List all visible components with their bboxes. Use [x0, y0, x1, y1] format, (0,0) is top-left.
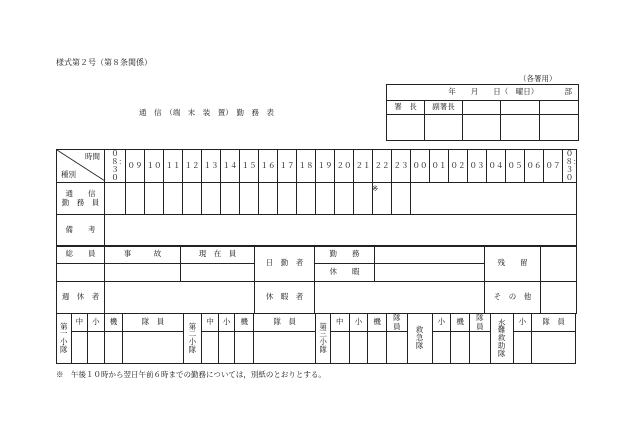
duty-cell[interactable] — [145, 183, 164, 215]
hour-end-label: ０８：３０ — [565, 149, 581, 182]
squad-table — [56, 313, 576, 364]
col-machine: 機 — [235, 314, 254, 332]
vacation-value[interactable] — [315, 282, 485, 314]
weekoff-value[interactable] — [105, 282, 255, 314]
squad-cell[interactable] — [235, 332, 254, 364]
squad1-label-text: 第一小隊 — [60, 321, 68, 355]
squad-cell[interactable] — [218, 332, 235, 364]
duty-cell[interactable] — [105, 183, 126, 215]
squad-cell[interactable] — [349, 332, 368, 364]
star-mark: ※ — [372, 184, 379, 193]
remarks-field[interactable] — [105, 215, 577, 247]
approval-table — [386, 84, 579, 141]
stamp-cell[interactable] — [540, 115, 579, 141]
squad2-label-text: 第二小隊 — [188, 321, 197, 355]
hour-cell: ０３ — [468, 150, 487, 183]
present-value[interactable] — [181, 264, 255, 282]
corner-label-time: 時間 — [85, 152, 100, 161]
other-label: そ の 他 — [485, 282, 541, 314]
summary-table — [56, 245, 577, 314]
hour-cell: ２３ — [392, 150, 411, 183]
squad-cell[interactable] — [104, 332, 123, 364]
hour-cell: ０４ — [487, 150, 506, 183]
water-rescue-label-text: 水難救助隊 — [497, 317, 506, 359]
hour-cell: １４ — [221, 150, 240, 183]
rescue-label — [407, 314, 432, 364]
duty-cell[interactable] — [354, 183, 373, 215]
corner-label-type: 種別 — [61, 169, 76, 179]
duty-cell[interactable] — [278, 183, 297, 215]
hour-cell: ０２ — [449, 150, 468, 183]
col-medium: 中 — [71, 314, 88, 332]
squad-cell[interactable] — [386, 332, 407, 364]
duty-cell[interactable] — [164, 183, 183, 215]
accident-value[interactable] — [105, 264, 181, 282]
squad-cell[interactable] — [432, 332, 451, 364]
squad-cell[interactable] — [254, 332, 316, 364]
squad-cell[interactable] — [330, 332, 349, 364]
duty-cell[interactable] — [335, 183, 354, 215]
stamp-cell[interactable] — [501, 115, 540, 141]
stamp-label-deputy: 副署長 — [425, 101, 463, 115]
duty-cell[interactable] — [240, 183, 259, 215]
present-label: 現 在 員 — [181, 246, 255, 264]
hour-cell: ０６ — [525, 150, 544, 183]
hour-cell: １８ — [297, 150, 316, 183]
hour-cell: ２０ — [335, 150, 354, 183]
hour-cell: ０９ — [126, 150, 145, 183]
duty-cell[interactable] — [183, 183, 202, 215]
comm-staff-label-line2: 勤 務 員 — [61, 197, 100, 207]
hour-start-label: ０８：３０ — [111, 149, 126, 182]
col-machine: 機 — [368, 314, 387, 332]
duty-cell[interactable] — [297, 183, 316, 215]
duty-value[interactable] — [375, 246, 485, 264]
squad-cell[interactable] — [532, 332, 576, 364]
rescue-label-text: 救急隊 — [415, 325, 424, 351]
duty-cell[interactable] — [259, 183, 278, 215]
total-value[interactable] — [57, 264, 105, 282]
remarks-row — [57, 215, 577, 247]
dayduty-label: 日 勤 者 — [255, 246, 315, 282]
duty-cell[interactable] — [126, 183, 145, 215]
duty-cell[interactable] — [221, 183, 240, 215]
comm-staff-row — [57, 183, 577, 215]
col-small: 小 — [432, 314, 451, 332]
stamp-cell[interactable] — [387, 115, 425, 141]
comm-staff-label-line1: 通 信 — [65, 189, 96, 199]
hour-cell: １９ — [316, 150, 335, 183]
col-medium: 中 — [330, 314, 349, 332]
stay-value[interactable] — [541, 246, 577, 282]
stamp-label-chief: 署 長 — [387, 101, 425, 115]
squad-cell[interactable] — [123, 332, 183, 364]
hour-cell: １２ — [183, 150, 202, 183]
comm-staff-label — [57, 183, 105, 215]
form-id: 様式第２号（第８条関係） — [56, 58, 152, 67]
hour-cell: ２１ — [354, 150, 373, 183]
stamp-cell[interactable] — [463, 101, 501, 115]
stay-label: 残 留 — [485, 246, 541, 282]
form-title: 通 信 （端 末 装 置） 勤 務 表 — [139, 108, 274, 117]
weekoff-label: 週 休 者 — [57, 282, 105, 314]
col-member: 隊 員 — [532, 314, 576, 332]
hour-end — [563, 149, 581, 183]
squad-cell[interactable] — [88, 332, 105, 364]
col-machine: 機 — [104, 314, 123, 332]
hour-cell: １７ — [278, 150, 297, 183]
hour-cell: ０５ — [506, 150, 525, 183]
col-member: 隊 員 — [254, 314, 316, 332]
vacation-label: 休 暇 者 — [255, 282, 315, 314]
squad-cell[interactable] — [469, 332, 490, 364]
leave-value[interactable] — [375, 264, 485, 282]
duty-cell[interactable] — [392, 183, 411, 215]
leave-label: 休 暇 — [315, 264, 375, 282]
hour-cell: ２２ — [373, 150, 392, 183]
squad3-label-text: 第三小隊 — [319, 321, 327, 355]
accident-label: 事 故 — [105, 246, 181, 264]
col-member: 隊 員 — [386, 314, 407, 332]
col-small: 小 — [513, 314, 532, 332]
squad2-label — [183, 314, 202, 364]
squad-cell[interactable] — [451, 332, 470, 364]
night-duty-cell[interactable] — [411, 183, 577, 215]
water-rescue-label — [490, 314, 513, 364]
duty-label: 勤 務 — [315, 246, 375, 264]
col-small: 小 — [88, 314, 105, 332]
col-small: 小 — [218, 314, 235, 332]
other-value[interactable] — [541, 282, 577, 314]
duty-cell[interactable] — [202, 183, 221, 215]
col-machine: 機 — [451, 314, 470, 332]
col-small: 小 — [349, 314, 368, 332]
hour-cell: １６ — [259, 150, 278, 183]
hour-cell: １５ — [240, 150, 259, 183]
stamp-cell[interactable] — [501, 101, 540, 115]
hour-header-row — [57, 150, 577, 183]
hour-cell: ００ — [411, 150, 430, 183]
col-member: 隊 員 — [123, 314, 183, 332]
date-line: 年 月 日（ 曜日） 部 — [387, 85, 579, 101]
squad-cell[interactable] — [71, 332, 88, 364]
footnote: ※ 午後１０時から翌日午前６時までの勤務については，別紙のとおりとする。 — [56, 370, 326, 379]
hour-cell: １１ — [164, 150, 183, 183]
col-medium: 中 — [202, 314, 219, 332]
total-label: 総 員 — [57, 246, 105, 264]
duty-grid — [56, 149, 581, 247]
remarks-label: 備 考 — [57, 215, 105, 247]
stamp-cell[interactable] — [425, 115, 463, 141]
duty-cell[interactable] — [316, 183, 335, 215]
hour-cell: １０ — [145, 150, 164, 183]
copy-note: （各署用） — [519, 74, 557, 83]
stamp-cell[interactable] — [540, 101, 579, 115]
corner-cell — [57, 150, 105, 183]
squad3-label — [316, 314, 331, 364]
squad-cell[interactable] — [368, 332, 387, 364]
col-member: 隊 員 — [469, 314, 490, 332]
hour-cell: ０７ — [544, 150, 563, 183]
hour-cell: ０１ — [430, 150, 449, 183]
squad1-label — [57, 314, 72, 364]
hour-start — [105, 150, 126, 183]
hour-cell: １３ — [202, 150, 221, 183]
squad-cell[interactable] — [513, 332, 532, 364]
stamp-cell[interactable] — [463, 115, 501, 141]
squad-cell[interactable] — [202, 332, 219, 364]
